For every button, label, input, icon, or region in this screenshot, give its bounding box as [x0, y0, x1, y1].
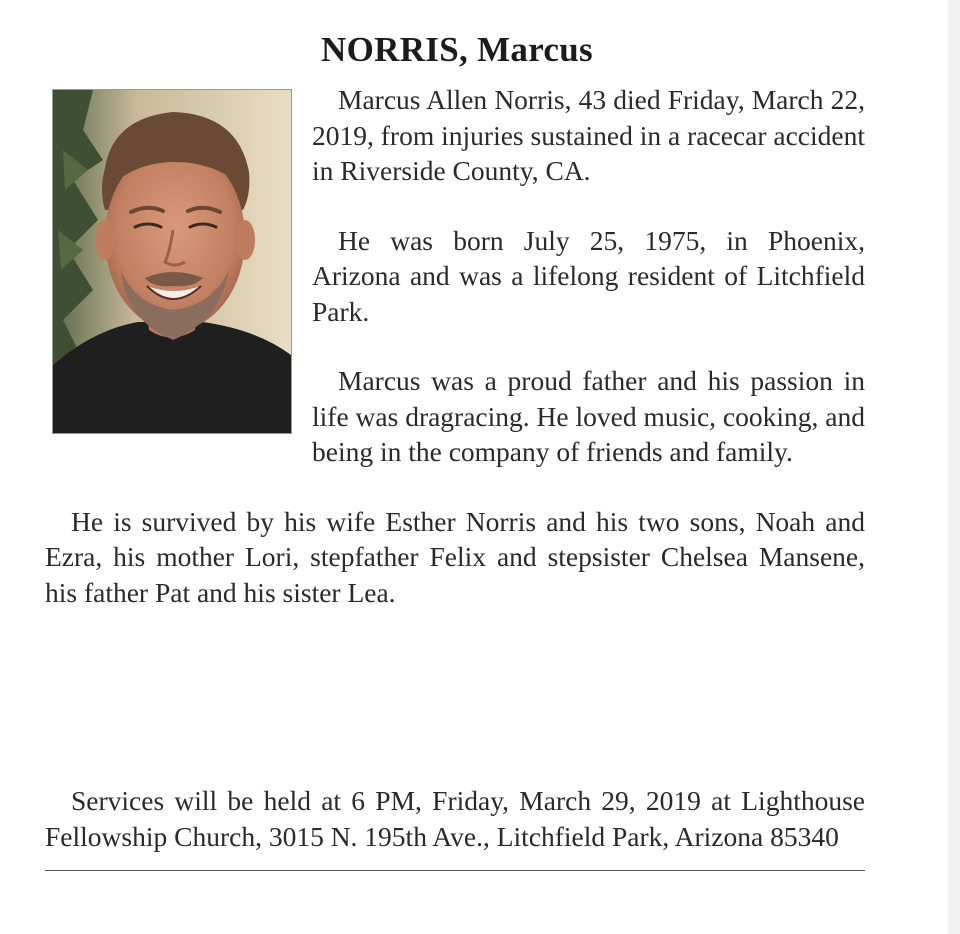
- paragraph-survivors: He is survived by his wife Esther Norris and his two sons, Noah and Ezra, his mother Lori, stepfather Felix and stepsister Chelsea Mansene, his father Pat and his sister Lea.: [45, 505, 865, 608]
- services-info: [45, 783, 865, 854]
- obituary-body: [45, 82, 865, 610]
- obituary-title: NORRIS, Marcus: [321, 30, 593, 69]
- paragraph-passions: Marcus was a proud father and his passion in life was dragracing. He loved music, cooking, and being in the company of friends and family.: [312, 365, 865, 467]
- page-edge: [948, 0, 960, 934]
- paragraph-services: Services will be held at 6 PM, Friday, March 29, 2019 at Lighthouse Fellowship Church, 3015 N. 195th Ave., Litchfield Park, Arizona 85340: [45, 785, 865, 852]
- photo-wrap-spacer: [45, 82, 312, 469]
- bottom-rule: [45, 870, 865, 871]
- paragraph-death-notice: Marcus Allen Norris, 43 died Friday, March 22, 2019, from injuries sustained in a racecar accident in Riverside County, CA.: [312, 84, 865, 186]
- paragraph-birth: He was born July 25, 1975, in Phoenix, Arizona and was a lifelong resident of Litchfield Park.: [312, 224, 865, 327]
